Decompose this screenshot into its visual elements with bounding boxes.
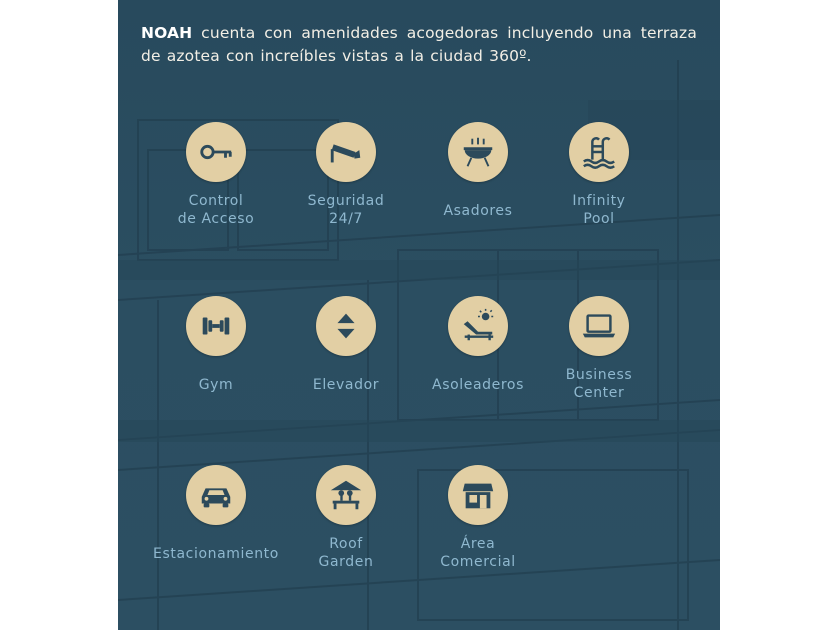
amenity-area-comercial (413, 465, 543, 571)
sun-lounger-icon (448, 296, 508, 356)
amenity-label: Elevador (312, 377, 380, 393)
amenity-label: Gym (198, 377, 234, 393)
amenity-business-center (534, 296, 664, 402)
amenity-label: Business Center (565, 367, 633, 401)
amenity-label: Infinity Pool (572, 193, 626, 227)
amenity-infinity-pool (534, 122, 664, 228)
amenity-label: Estacionamiento (153, 546, 279, 562)
grill-icon (448, 122, 508, 182)
amenity-control-acceso (151, 122, 281, 228)
security-camera-icon (316, 122, 376, 182)
amenity-seguridad (281, 122, 411, 228)
amenity-asadores (413, 122, 543, 220)
amenity-label: Asoleaderos (432, 377, 524, 393)
amenity-label: Asadores (443, 203, 513, 219)
roof-garden-icon (316, 465, 376, 525)
amenity-label: Seguridad 24/7 (307, 193, 385, 227)
laptop-icon (569, 296, 629, 356)
amenities-panel (118, 0, 720, 630)
amenity-estacionamiento (151, 465, 281, 563)
storefront-icon (448, 465, 508, 525)
dumbbell-icon (186, 296, 246, 356)
amenity-label: Control de Acceso (177, 193, 255, 227)
amenity-roof-garden (281, 465, 411, 571)
intro-paragraph (141, 22, 697, 68)
car-icon (186, 465, 246, 525)
pool-ladder-icon (569, 122, 629, 182)
amenity-elevador (281, 296, 411, 394)
amenity-label: Área Comercial (440, 536, 516, 570)
elevator-arrows-icon (316, 296, 376, 356)
key-icon (186, 122, 246, 182)
amenity-label: Roof Garden (318, 536, 374, 570)
brand-name: NOAH (141, 23, 193, 42)
amenity-gym (151, 296, 281, 394)
amenity-asoleaderos (413, 296, 543, 394)
intro-text: cuenta con amenidades acogedoras incluyendo una terraza de azotea con increíbles vistas a la ciudad 360º. (141, 23, 697, 65)
